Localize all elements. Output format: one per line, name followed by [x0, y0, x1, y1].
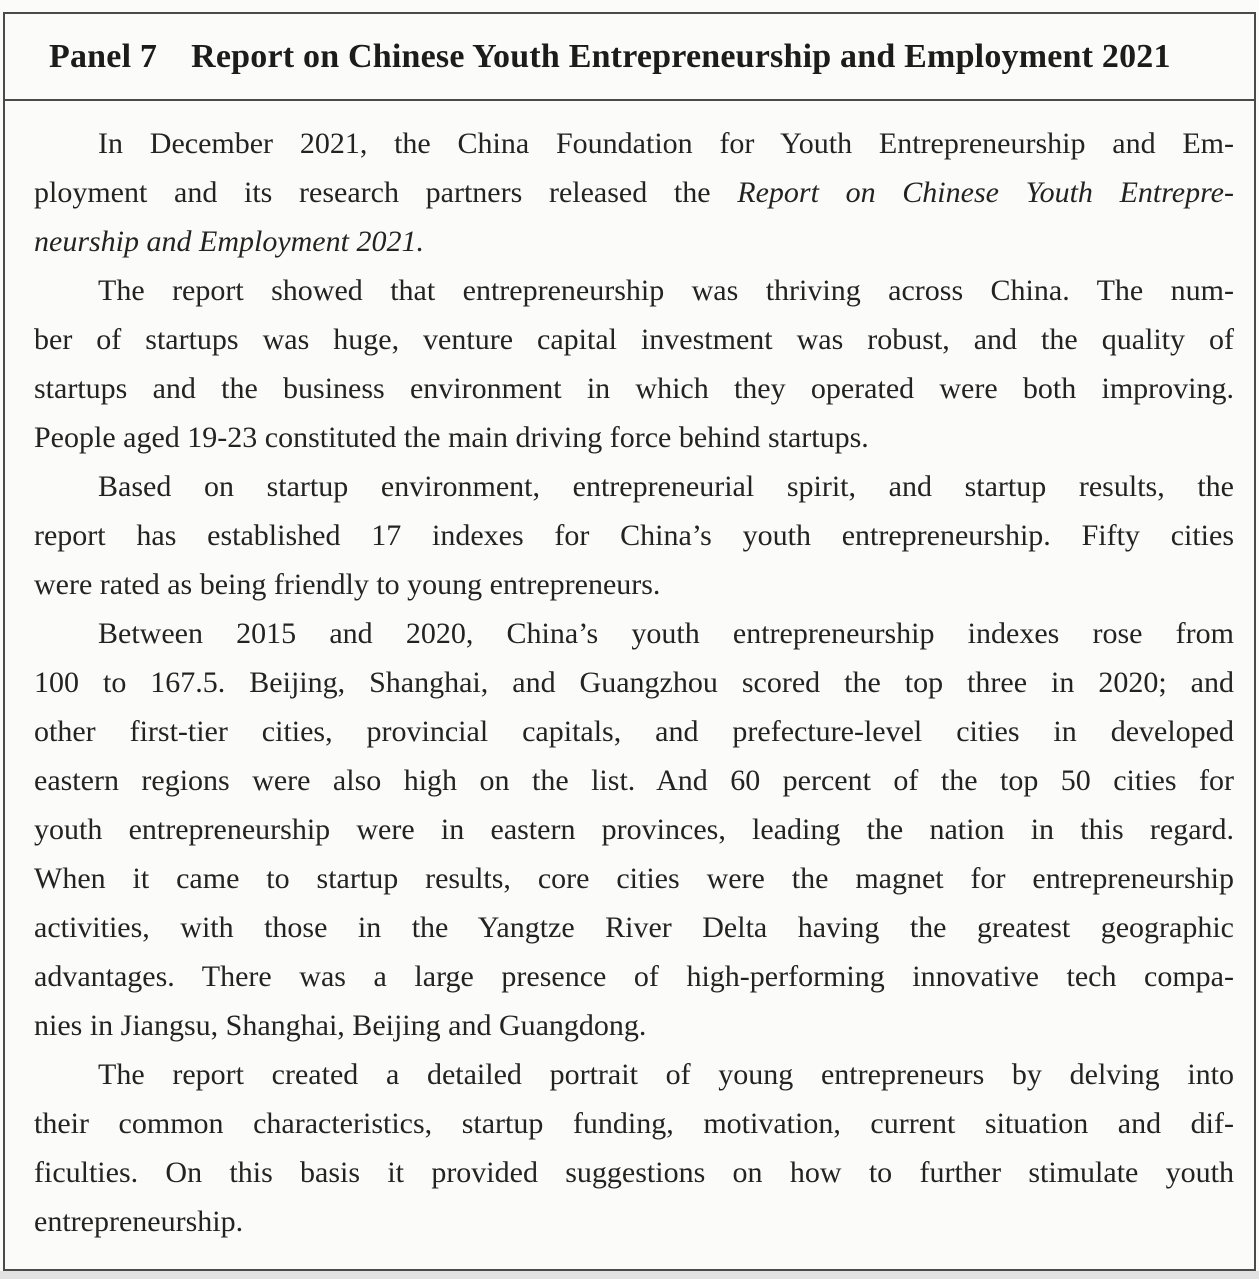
text-segment: 100 to 167.5. Beijing, Shanghai, and Guangzhou scored the top three in 2020; and: [34, 666, 1234, 699]
text-line: [34, 266, 1234, 315]
text-line: [34, 315, 1234, 364]
text-segment: Between 2015 and 2020, China’s youth entrepreneurship indexes rose from: [98, 617, 1234, 650]
text-line: [34, 1099, 1234, 1148]
text-line: [34, 511, 1234, 560]
text-line: [34, 1050, 1234, 1099]
text-line: [34, 609, 1234, 658]
text-line: [34, 168, 1234, 217]
text-segment: ber of startups was huge, venture capital investment was robust, and the quality of: [34, 323, 1234, 356]
text-segment: eastern regions were also high on the list. And 60 percent of the top 50 cities for: [34, 764, 1234, 797]
text-segment: The report showed that entrepreneurship was thriving across China. The num-: [98, 274, 1234, 307]
text-line: [34, 462, 1234, 511]
text-segment: their common characteristics, startup funding, motivation, current situation and dif-: [34, 1107, 1234, 1140]
text-segment: The report created a detailed portrait of young entrepreneurs by delving into: [98, 1058, 1234, 1091]
panel-title: Report on Chinese Youth Entrepreneurship and Employment 2021: [191, 37, 1171, 75]
panel-header: [5, 14, 1254, 101]
text-line: [34, 952, 1234, 1001]
paragraph: [34, 1050, 1234, 1246]
text-segment: report has established 17 indexes for China’s youth entrepreneurship. Fifty cities: [34, 519, 1234, 552]
page-bottom-strip: [0, 1271, 1259, 1279]
text-line: [34, 119, 1234, 168]
text-segment: entrepreneurship.: [34, 1205, 244, 1238]
text-segment: other first-tier cities, provincial capitals, and prefecture-level cities in developed: [34, 715, 1234, 748]
paragraph: [34, 266, 1234, 462]
text-line: [34, 903, 1234, 952]
text-segment: When it came to startup results, core cities were the magnet for entrepreneurship: [34, 862, 1234, 895]
text-line: [34, 707, 1234, 756]
text-segment: startups and the business environment in which they operated were both improving.: [34, 372, 1234, 405]
text-line: [34, 658, 1234, 707]
text-segment: youth entrepreneurship were in eastern provinces, leading the nation in this regard.: [34, 813, 1234, 846]
text-line: [34, 756, 1234, 805]
text-line: [34, 560, 1234, 609]
text-segment: People aged 19-23 constituted the main driving force behind startups.: [34, 421, 869, 454]
text-segment: ployment and its research partners released the: [34, 176, 738, 209]
text-segment: were rated as being friendly to young entrepreneurs.: [34, 568, 661, 601]
panel-body: [5, 101, 1254, 1246]
panel-box: [3, 12, 1256, 1271]
text-segment: advantages. There was a large presence of high-performing innovative tech compa-: [34, 960, 1234, 993]
text-line: [34, 1148, 1234, 1197]
paragraph: [34, 462, 1234, 609]
paragraph: [34, 609, 1234, 1050]
text-line: [34, 1001, 1234, 1050]
text-segment: Based on startup environment, entrepreneurial spirit, and startup results, the: [98, 470, 1234, 503]
text-line: [34, 805, 1234, 854]
paragraph: [34, 119, 1234, 266]
text-line: [34, 413, 1234, 462]
panel-label: Panel 7: [49, 37, 158, 75]
text-segment: ficulties. On this basis it provided suggestions on how to further stimulate youth: [34, 1156, 1234, 1189]
text-segment: nies in Jiangsu, Shanghai, Beijing and Guangdong.: [34, 1009, 647, 1042]
text-line: [34, 217, 1234, 266]
text-segment-italic: neurship and Employment 2021.: [34, 225, 424, 258]
text-segment: activities, with those in the Yangtze River Delta having the greatest geographic: [34, 911, 1234, 944]
text-line: [34, 854, 1234, 903]
text-segment-italic: Report on Chinese Youth Entrepre-: [737, 176, 1234, 209]
text-line: [34, 1197, 1234, 1246]
text-segment: In December 2021, the China Foundation for Youth Entrepreneurship and Em-: [98, 127, 1234, 160]
text-line: [34, 364, 1234, 413]
